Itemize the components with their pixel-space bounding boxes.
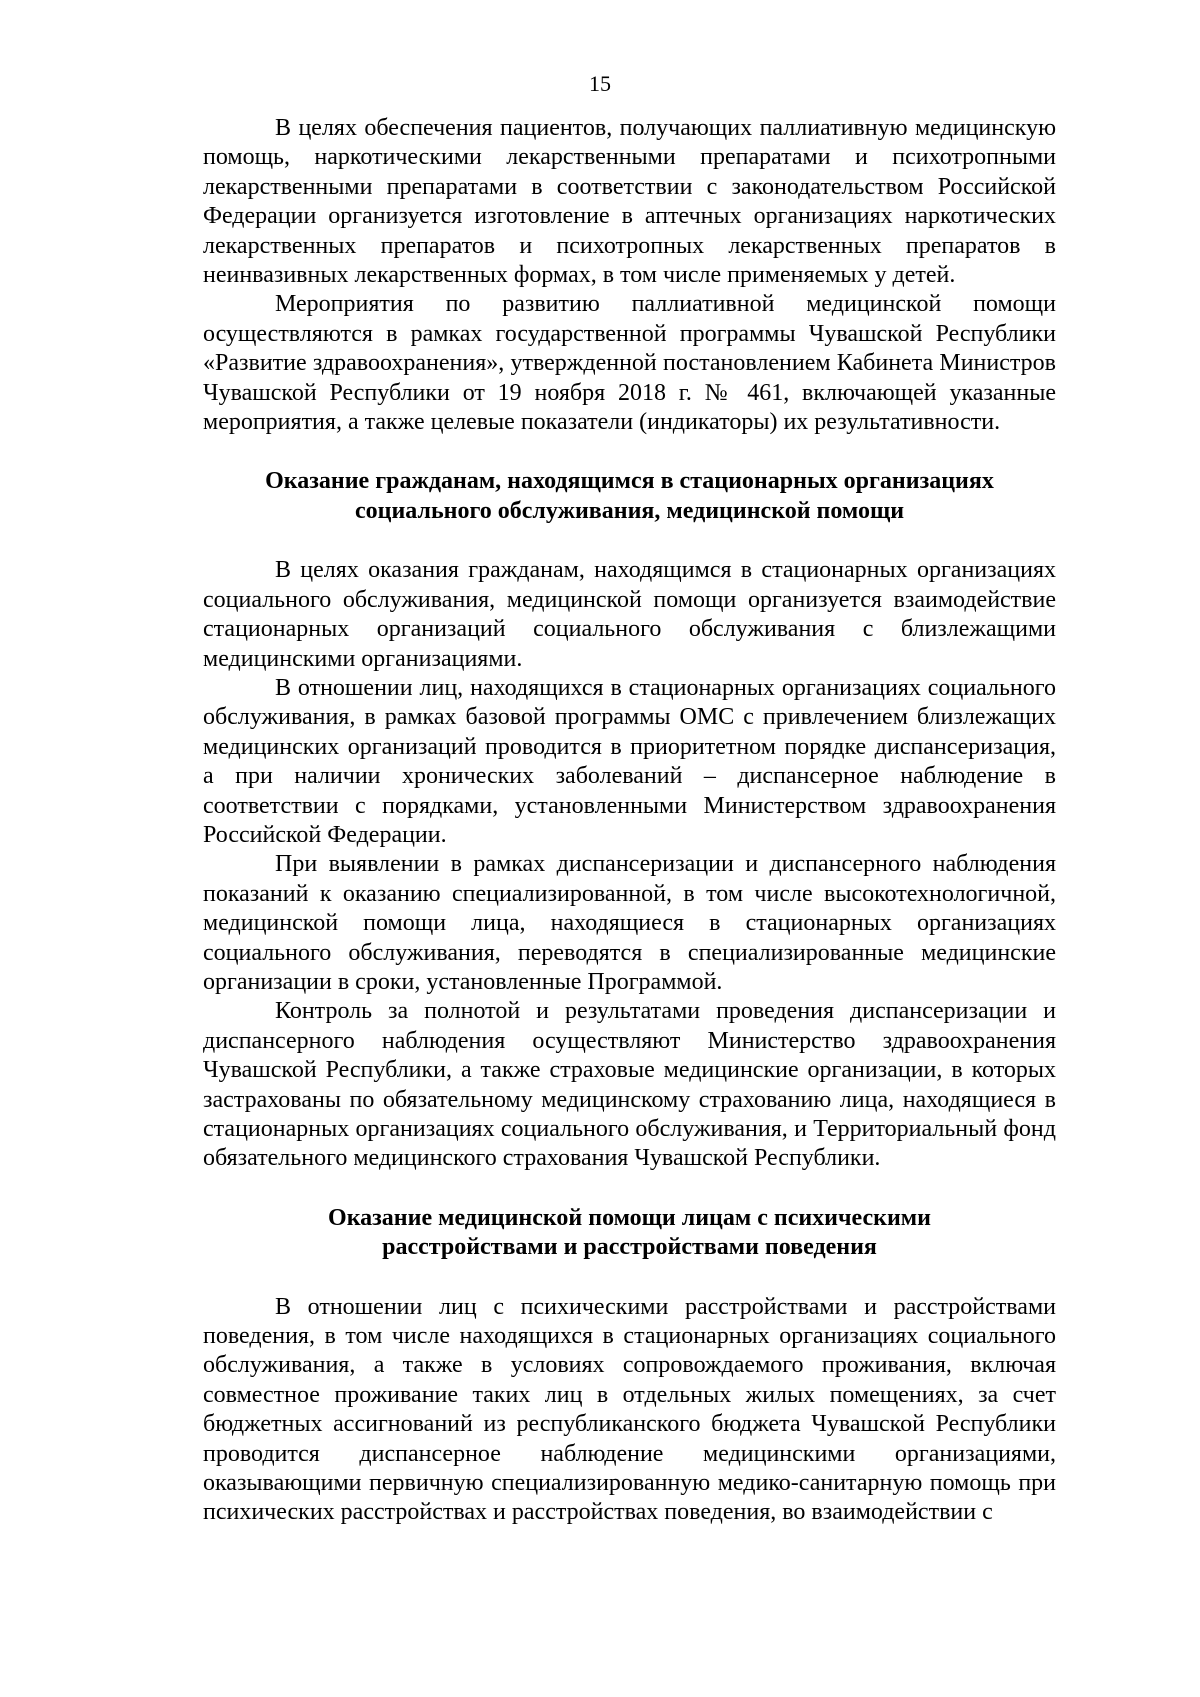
document-body <box>203 114 1056 1528</box>
paragraph: В отношении лиц, находящихся в стационарных организациях социального обслуживания, в рамках базовой программы ОМС с привлечением близлежащих медицинских организаций проводится в приоритетном порядке диспансеризация, а при наличии хронических заболеваний – диспансерное наблюдение в соответствии с порядками, установленными Министерством здравоохранения Российской Федерации. <box>203 674 1056 848</box>
heading-line: расстройствами и расстройствами поведения <box>382 1234 877 1261</box>
paragraph: В целях обеспечения пациентов, получающих паллиативную медицинскую помощь, наркотическими лекарственными препаратами и психотропными лекарственными препаратами в соответствии с законодательством Российской Федерации организуется изготовление в аптечных организациях наркотических лекарственных препаратов и психотропных лекарственных препаратов в неинвазивных лекарственных формах, в том числе применяемых у детей. <box>203 115 1056 289</box>
paragraph: В целях оказания гражданам, находящимся в стационарных организациях социального обслуживания, медицинской помощи организуется взаимодействие стационарных организаций социального обслуживания с близлежащими медицинскими организациями. <box>203 557 1056 672</box>
paragraph: В отношении лиц с психическими расстройствами и расстройствами поведения, в том числе находящихся в стационарных организациях социального обслуживания, а также в условиях сопровождаемого проживания, включая совместное проживание таких лиц в отдельных жилых помещениях, за счет бюджетных ассигнований из республиканского бюджета Чувашской Республики проводится диспансерное наблюдение медицинскими организациями, оказывающими первичную специализированную медико-санитарную помощь при психических расстройствах и расстройствах поведения, во взаимодействии с <box>203 1293 1056 1526</box>
heading-line: Оказание медицинской помощи лицам с психическими <box>328 1204 931 1231</box>
paragraph: Контроль за полнотой и результатами проведения диспансеризации и диспансерного наблюдения осуществляют Министерство здравоохранения Чувашской Республики, а также страховые медицинские организации, в которых застрахованы по обязательному медицинскому страхованию лица, находящиеся в стационарных организациях социального обслуживания, и Территориальный фонд обязательного медицинского страхования Чувашской Республики. <box>203 998 1056 1172</box>
heading-line: Оказание гражданам, находящимся в стационарных организациях <box>265 468 994 495</box>
heading-line: социального обслуживания, медицинской помощи <box>354 497 905 524</box>
section-heading-social-care <box>203 467 1056 526</box>
paragraph: Мероприятия по развитию паллиативной медицинской помощи осуществляются в рамках государственной программы Чувашской Республики «Развитие здравоохранения», утвержденной постановлением Кабинета Министров Чувашской Республики от 19 ноября 2018 г. № 461, включающей указанные мероприятия, а также целевые показатели (индикаторы) их результативности. <box>203 291 1056 436</box>
page-number: 15 <box>589 71 611 96</box>
section-heading-mental-disorders <box>203 1204 1056 1263</box>
paragraph: При выявлении в рамках диспансеризации и диспансерного наблюдения показаний к оказанию специализированной, в том числе высокотехнологичной, медицинской помощи лица, находящиеся в стационарных организациях социального обслуживания, переводятся в специализированные медицинские организации в сроки, установленные Программой. <box>203 851 1056 995</box>
